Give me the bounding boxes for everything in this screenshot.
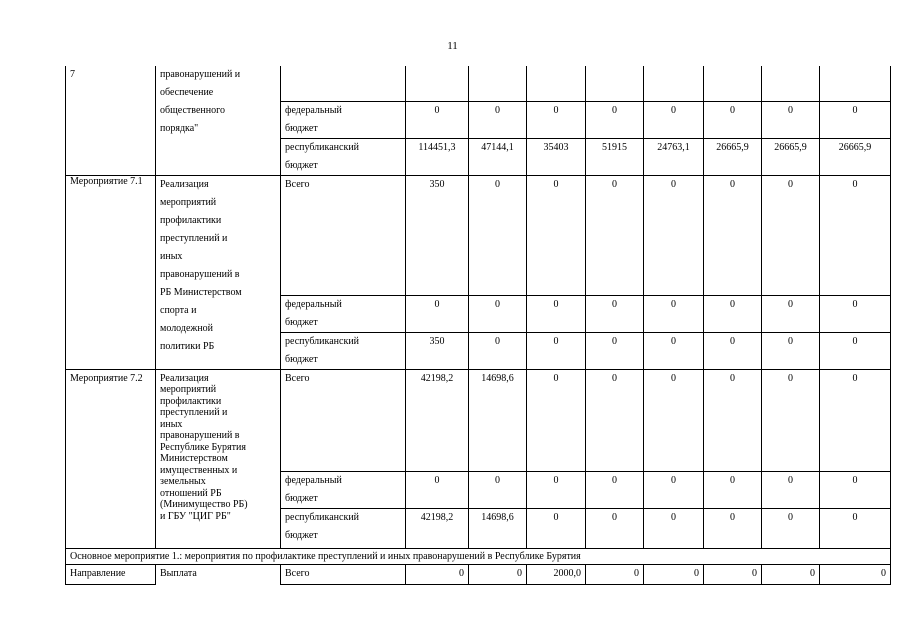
value-cell: 0 xyxy=(644,295,704,332)
value-cell: 0 xyxy=(820,564,891,584)
value-cell: 0 xyxy=(469,332,527,369)
value-cell: 0 xyxy=(762,471,820,508)
value-cell: 26665,9 xyxy=(820,138,891,175)
value-cell: 0 xyxy=(762,295,820,332)
source-cell xyxy=(281,66,406,101)
value-cell: 0 xyxy=(644,175,704,295)
value-cell: 0 xyxy=(469,101,527,138)
value-cell: 26665,9 xyxy=(704,138,762,175)
value-cell: 0 xyxy=(469,295,527,332)
value-cell: 0 xyxy=(406,564,469,584)
value-cell: 0 xyxy=(820,332,891,369)
activity-name: Реализация мероприятий профилактики преступлений и иных правонарушений в Республике Бурятия Министерством имущественных и земельных отношений РБ (Минимущество РБ) и ГБУ "ЦИГ РБ" xyxy=(156,369,281,548)
source-cell: республиканский бюджет xyxy=(281,138,406,175)
value-cell: 14698,6 xyxy=(469,369,527,471)
value-cell: 0 xyxy=(469,471,527,508)
value-cell: 0 xyxy=(820,101,891,138)
source-cell: Всего xyxy=(281,175,406,295)
value-cell: 0 xyxy=(704,471,762,508)
value-cell: 24763,1 xyxy=(644,138,704,175)
value-cell: 42198,2 xyxy=(406,508,469,548)
value-cell: 0 xyxy=(644,369,704,471)
table-row xyxy=(66,66,891,101)
value-cell: 0 xyxy=(586,564,644,584)
value-cell: 0 xyxy=(820,508,891,548)
value-cell: 0 xyxy=(820,295,891,332)
value-cell: 0 xyxy=(586,175,644,295)
row-name: правонарушений и обеспечение общественного порядка" xyxy=(156,66,281,175)
value-cell: 0 xyxy=(586,332,644,369)
value-cell: 0 xyxy=(762,332,820,369)
value-cell: 0 xyxy=(762,508,820,548)
value-cell: 14698,6 xyxy=(469,508,527,548)
value-cell: 0 xyxy=(704,508,762,548)
value-cell: 0 xyxy=(820,369,891,471)
value-cell: 0 xyxy=(527,471,586,508)
source-cell: республиканский бюджет xyxy=(281,332,406,369)
value-cell: 0 xyxy=(527,508,586,548)
value-cell: 0 xyxy=(644,471,704,508)
value-cell: 35403 xyxy=(527,138,586,175)
value-cell: 0 xyxy=(644,332,704,369)
table-row xyxy=(66,369,891,471)
value-cell: 0 xyxy=(406,101,469,138)
value-cell: 0 xyxy=(406,295,469,332)
value-cell: 350 xyxy=(406,175,469,295)
value-cell: 0 xyxy=(586,101,644,138)
value-cell: 0 xyxy=(820,471,891,508)
source-cell: федеральный бюджет xyxy=(281,295,406,332)
activity-name: Реализация мероприятий профилактики преступлений и иных правонарушений в РБ Министерством спорта и молодежной политики РБ xyxy=(156,175,281,369)
value-cell: 0 xyxy=(704,564,762,584)
value-cell: 0 xyxy=(586,471,644,508)
value-cell: 47144,1 xyxy=(469,138,527,175)
source-cell: федеральный бюджет xyxy=(281,471,406,508)
value-cell: 42198,2 xyxy=(406,369,469,471)
source-cell: республиканский бюджет xyxy=(281,508,406,548)
value-cell: 0 xyxy=(527,369,586,471)
value-cell: 0 xyxy=(586,369,644,471)
value-cell: 0 xyxy=(469,564,527,584)
value-cell: 0 xyxy=(762,369,820,471)
page-number: 11 xyxy=(447,40,458,52)
value-cell: 2000,0 xyxy=(527,564,586,584)
activity-code: Мероприятие 7.1 xyxy=(66,175,156,369)
value-cell: 0 xyxy=(586,508,644,548)
value-cell: 0 xyxy=(469,175,527,295)
value-cell: 350 xyxy=(406,332,469,369)
value-cell: 0 xyxy=(820,175,891,295)
activity-code: Мероприятие 7.2 xyxy=(66,369,156,548)
value-cell: 26665,9 xyxy=(762,138,820,175)
table-row xyxy=(66,175,891,295)
table-row xyxy=(66,548,891,564)
value-cell: 0 xyxy=(644,101,704,138)
value-cell: 0 xyxy=(762,101,820,138)
value-cell: 0 xyxy=(704,175,762,295)
value-cell: 114451,3 xyxy=(406,138,469,175)
value-cell: 0 xyxy=(762,564,820,584)
value-cell: 0 xyxy=(644,564,704,584)
value-cell: 0 xyxy=(527,175,586,295)
budget-table xyxy=(65,66,891,585)
source-cell: Всего xyxy=(281,564,406,584)
value-cell: 0 xyxy=(406,471,469,508)
source-cell: Всего xyxy=(281,369,406,471)
value-cell: 0 xyxy=(704,369,762,471)
row-name: Выплата xyxy=(156,564,281,584)
value-cell: 0 xyxy=(586,295,644,332)
value-cell: 0 xyxy=(704,295,762,332)
source-cell: федеральный бюджет xyxy=(281,101,406,138)
value-cell: 0 xyxy=(704,101,762,138)
value-cell: 0 xyxy=(644,508,704,548)
row-code: 7 xyxy=(66,66,156,175)
value-cell: 0 xyxy=(704,332,762,369)
value-cell: 0 xyxy=(527,332,586,369)
row-code: Направление xyxy=(66,564,156,584)
value-cell: 0 xyxy=(527,101,586,138)
value-cell: 0 xyxy=(527,295,586,332)
main-activity-heading: Основное мероприятие 1.: мероприятия по профилактике преступлений и иных правонарушений в Республике Бурятия xyxy=(66,548,891,564)
value-cell: 0 xyxy=(762,175,820,295)
table-row xyxy=(66,564,891,584)
value-cell: 51915 xyxy=(586,138,644,175)
